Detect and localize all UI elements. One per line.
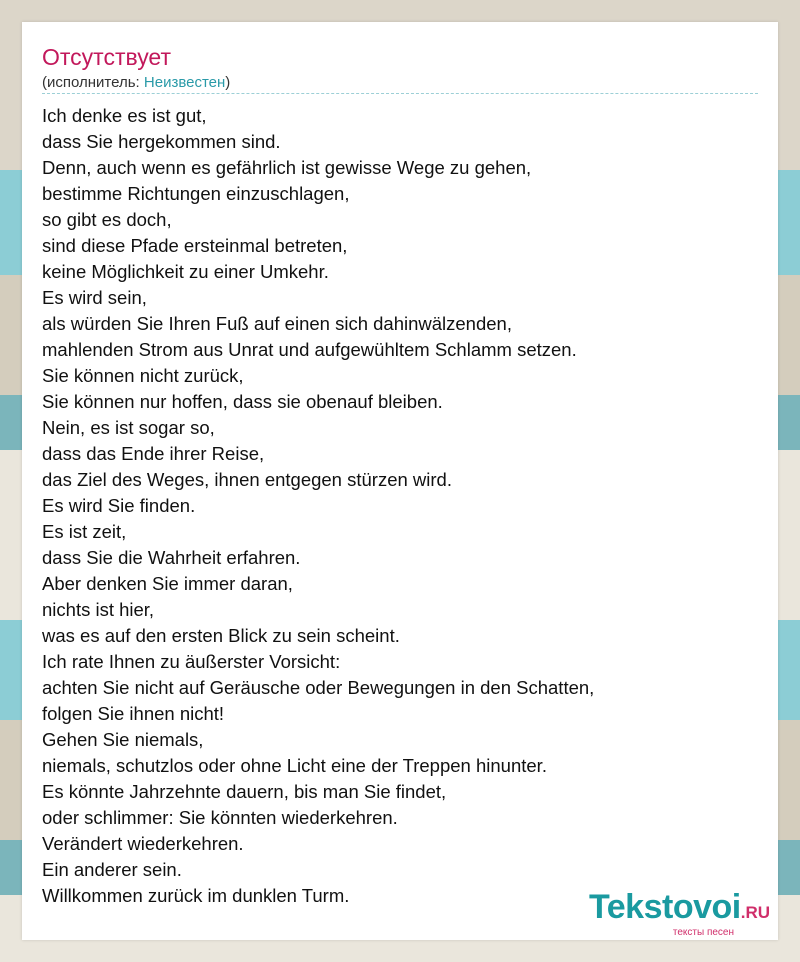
performer-line [42,74,230,92]
lyric-line: Es ist zeit, [42,521,127,542]
lyric-line: folgen Sie ihnen nicht! [42,703,225,724]
lyric-line: Verändert wiederkehren. [42,833,244,854]
lyrics-card [22,22,778,940]
lyric-line: Es wird Sie finden. [42,495,196,516]
lyric-line: Es könnte Jahrzehnte dauern, bis man Sie findet, [42,781,447,802]
lyric-line: Denn, auch wenn es gefährlich ist gewisse Wege zu gehen, [42,157,532,178]
lyric-line: sind diese Pfade ersteinmal betreten, [42,235,348,256]
logo-tagline: тексты песен [672,927,734,938]
song-title: Отсутствует [42,44,171,70]
performer-close: ) [225,74,231,91]
lyric-line: Aber denken Sie immer daran, [42,573,293,594]
lyric-line: dass Sie die Wahrheit erfahren. [42,547,301,568]
lyric-line: Nein, es ist sogar so, [42,417,215,438]
title-divider [42,93,758,94]
lyric-line: bestimme Richtungen einzuschlagen, [42,183,350,204]
performer-label: (исполнитель: [42,74,140,91]
logo-tld: .RU [740,903,770,922]
lyric-line: Willkommen zurück im dunklen Turm. [42,885,350,906]
lyric-line: Sie können nur hoffen, dass sie obenauf bleiben. [42,391,443,412]
lyric-line: Ein anderer sein. [42,859,182,880]
lyric-line: als würden Sie Ihren Fuß auf einen sich dahinwälzenden, [42,313,512,334]
lyric-line: Gehen Sie niemals, [42,729,204,750]
site-logo[interactable] [589,889,770,938]
lyric-line: das Ziel des Weges, ihnen entgegen stürzen wird. [42,469,452,490]
lyric-line: dass das Ende ihrer Reise, [42,443,265,464]
performer-link[interactable]: Неизвестен [143,74,226,91]
lyrics-body [42,103,758,909]
logo-name: Tekstovoi [589,888,741,926]
lyric-line: Ich denke es ist gut, [42,105,207,126]
lyric-line: was es auf den ersten Blick zu sein scheint. [42,625,400,646]
lyric-line: keine Möglichkeit zu einer Umkehr. [42,261,329,282]
lyric-line: achten Sie nicht auf Geräusche oder Bewegungen in den Schatten, [42,677,595,698]
lyric-line: oder schlimmer: Sie könnten wiederkehren. [42,807,398,828]
logo-wordmark [589,889,770,931]
lyric-line: mahlenden Strom aus Unrat und aufgewühltem Schlamm setzen. [42,339,577,360]
lyric-line: niemals, schutzlos oder ohne Licht eine der Treppen hinunter. [42,755,547,776]
lyric-line: dass Sie hergekommen sind. [42,131,281,152]
lyric-line: Sie können nicht zurück, [42,365,244,386]
lyric-line: nichts ist hier, [42,599,155,620]
lyric-line: Es wird sein, [42,287,147,308]
lyric-line: so gibt es doch, [42,209,172,230]
lyric-line: Ich rate Ihnen zu äußerster Vorsicht: [42,651,341,672]
